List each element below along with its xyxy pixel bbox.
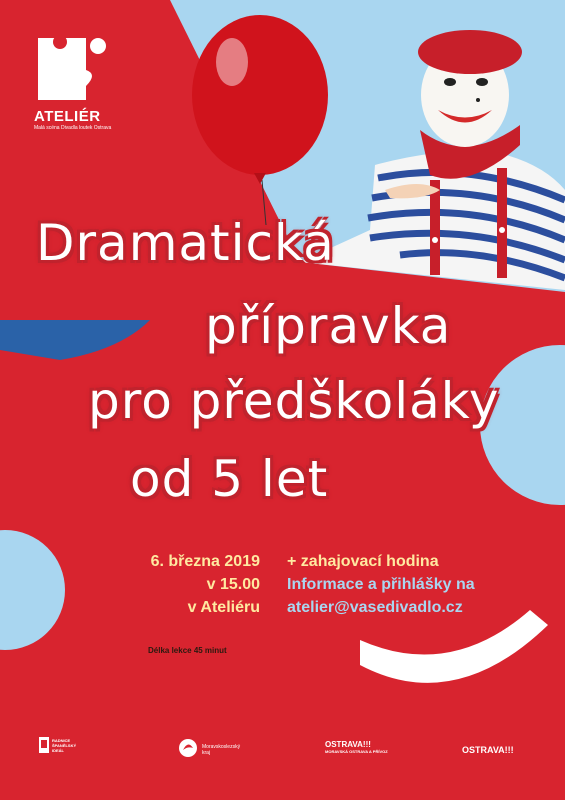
msk-emblem-icon	[178, 738, 198, 758]
event-date: 6. března 2019	[150, 553, 260, 570]
ostrava-logo: OSTRAVA!!!	[462, 745, 514, 755]
extra-info	[287, 550, 475, 619]
event-details	[151, 550, 260, 619]
intro-lesson: + zahajovací hodina	[287, 553, 439, 570]
title-line-4: od 5 let	[130, 450, 329, 508]
info-text: Informace a přihlášky na	[287, 576, 475, 593]
radnice-emblem-icon	[38, 736, 50, 754]
logo-wordmark: ATELIÉR	[34, 108, 101, 125]
email-link[interactable]: atelier@vasedivadlo.cz	[287, 599, 463, 616]
title-line-2: přípravka	[205, 297, 452, 355]
logo-subtitle: Malá scéna Divadla loutek Ostrava	[34, 125, 112, 131]
radnice-logo: RADNICE ŠPANĚLSKÝ IDEÁL	[38, 736, 50, 759]
title-line-1: Dramatická	[36, 214, 335, 272]
event-place: v Ateliéru	[187, 599, 260, 616]
msk-logo: Moravskoslezský kraj	[178, 738, 198, 763]
title-line-3: pro předškoláky	[88, 372, 500, 430]
atelier-logo	[34, 30, 110, 106]
lesson-duration: Délka lekce 45 minut	[148, 646, 227, 655]
omp-logo: OSTRAVA!!! MORAVSKÁ OSTRAVA A PŘÍVOZ	[325, 740, 388, 754]
event-time: v 15.00	[206, 576, 260, 593]
